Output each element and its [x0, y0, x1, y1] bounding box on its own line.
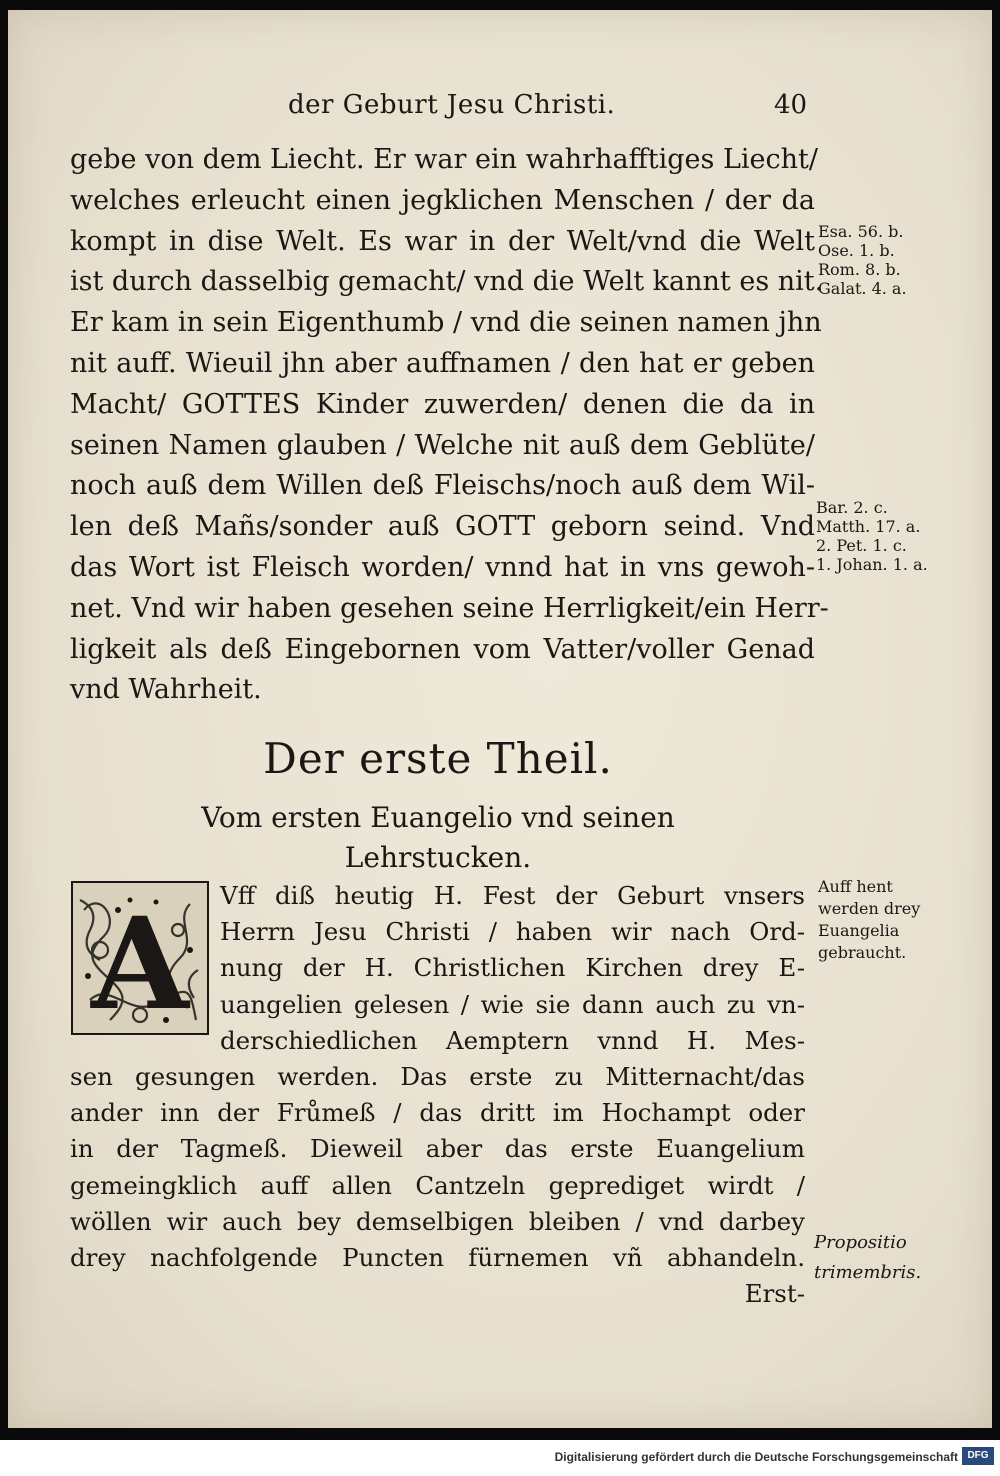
margin-note-line: trimembris.: [814, 1262, 922, 1283]
text-line: welches erleucht einen jegklichen Menschen / der da: [70, 184, 815, 216]
margin-note-line: 2. Pet. 1. c.: [816, 536, 907, 555]
initial-letter: A: [91, 890, 189, 1036]
margin-note-line: Galat. 4. a.: [818, 279, 907, 298]
margin-note-line: Ose. 1. b.: [818, 241, 895, 260]
margin-note-gospels: [818, 876, 920, 964]
margin-note-line: Auff hent: [818, 877, 893, 896]
margin-note-line: 1. Johan. 1. a.: [816, 555, 928, 574]
section-subtitle: [8, 798, 868, 878]
text-line: len deß Mañs/sonder auß GOTT geborn seind. Vnd: [70, 511, 815, 543]
margin-note-line: Matth. 17. a.: [816, 517, 921, 536]
text-line: Macht/ GOTTES Kinder zuwerden/ denen die da in: [70, 388, 815, 420]
margin-note-line: Propositio: [814, 1232, 907, 1253]
text-line: seinen Namen glauben / Welche nit auß dem Geblüte/: [70, 429, 815, 461]
margin-note-line: Rom. 8. b.: [818, 260, 901, 279]
text-line: derschiedlichen Aemptern vnnd H. Mes-: [220, 1025, 805, 1055]
running-header: [8, 90, 992, 130]
book-page: [8, 10, 992, 1428]
body-text-block-1: [70, 140, 829, 711]
text-line: vnd Wahrheit.: [70, 674, 262, 706]
body-text-block-2: [70, 878, 805, 1312]
footer-credit: Digitalisierung gefördert durch die Deutsche Forschungsgemeinschaft: [554, 1450, 958, 1464]
text-line: ligkeit als deß Eingebornen vom Vatter/voller Genad: [70, 633, 815, 665]
margin-note-references-2: [816, 498, 928, 574]
text-line: Vff diß heutig H. Fest der Geburt vnsers: [220, 881, 805, 910]
text-line: gebe von dem Liecht. Er war ein wahrhafftiges Liecht/: [70, 144, 818, 175]
margin-note-propositio: [814, 1228, 921, 1288]
margin-note-line: werden drey: [818, 899, 921, 918]
text-line: Herrn Jesu Christi / haben wir nach Ord-: [220, 917, 805, 947]
text-line: sen gesungen werden. Das erste zu Mitternacht/das: [70, 1062, 805, 1092]
margin-note-line: gebraucht.: [818, 943, 907, 962]
text-line: kompt in dise Welt. Es war in der Welt/vnd die Welt: [70, 225, 815, 257]
text-line: ander inn der Frůmeß / das dritt im Hochampt oder: [70, 1098, 805, 1128]
text-line: gemeingklich auff allen Cantzeln geprediget wirdt /: [70, 1170, 805, 1200]
text-line: nit auff. Wieuil jhn aber auffnamen / den hat er geben: [70, 347, 815, 379]
text-line: drey nachfolgende Puncten fürnemen vñ abhandeln.: [70, 1243, 805, 1273]
text-line: das Wort ist Fleisch worden/ vnnd hat in vns gewoh-: [70, 551, 815, 583]
text-line: ist durch dasselbig gemacht/ vnd die Welt kannt es nit.: [70, 266, 824, 298]
text-line: in der Tagmeß. Dieweil aber das erste Euangelium: [70, 1134, 805, 1164]
text-line: net. Vnd wir haben gesehen seine Herrligkeit/ein Herr-: [70, 592, 829, 624]
catchword: Erst-: [744, 1279, 805, 1309]
text-line: nung der H. Christlichen Kirchen drey E-: [220, 953, 805, 983]
margin-note-references-1: [818, 222, 907, 298]
running-title: der Geburt Jesu Christi.: [288, 90, 616, 120]
margin-note-line: Euangelia: [818, 921, 900, 940]
digitization-footer: [0, 1440, 1000, 1476]
margin-note-line: Esa. 56. b.: [818, 222, 904, 241]
page-number: 40: [774, 90, 808, 120]
subtitle-line: Lehrstucken.: [344, 841, 532, 874]
dfg-logo: DFG: [962, 1447, 994, 1465]
text-line: Er kam in sein Eigenthumb / vnd die seinen namen jhn: [70, 307, 822, 339]
text-line: uangelien gelesen / wie sie dann auch zu vn-: [220, 989, 805, 1019]
text-line: wöllen wir auch bey demselbigen bleiben / vnd darbey: [70, 1206, 805, 1236]
subtitle-line: Vom ersten Euangelio vnd seinen: [201, 801, 675, 834]
text-line: noch auß dem Willen deß Fleischs/noch auß dem Wil-: [70, 470, 815, 502]
section-title: Der erste Theil.: [263, 734, 613, 783]
margin-note-line: Bar. 2. c.: [816, 498, 888, 517]
